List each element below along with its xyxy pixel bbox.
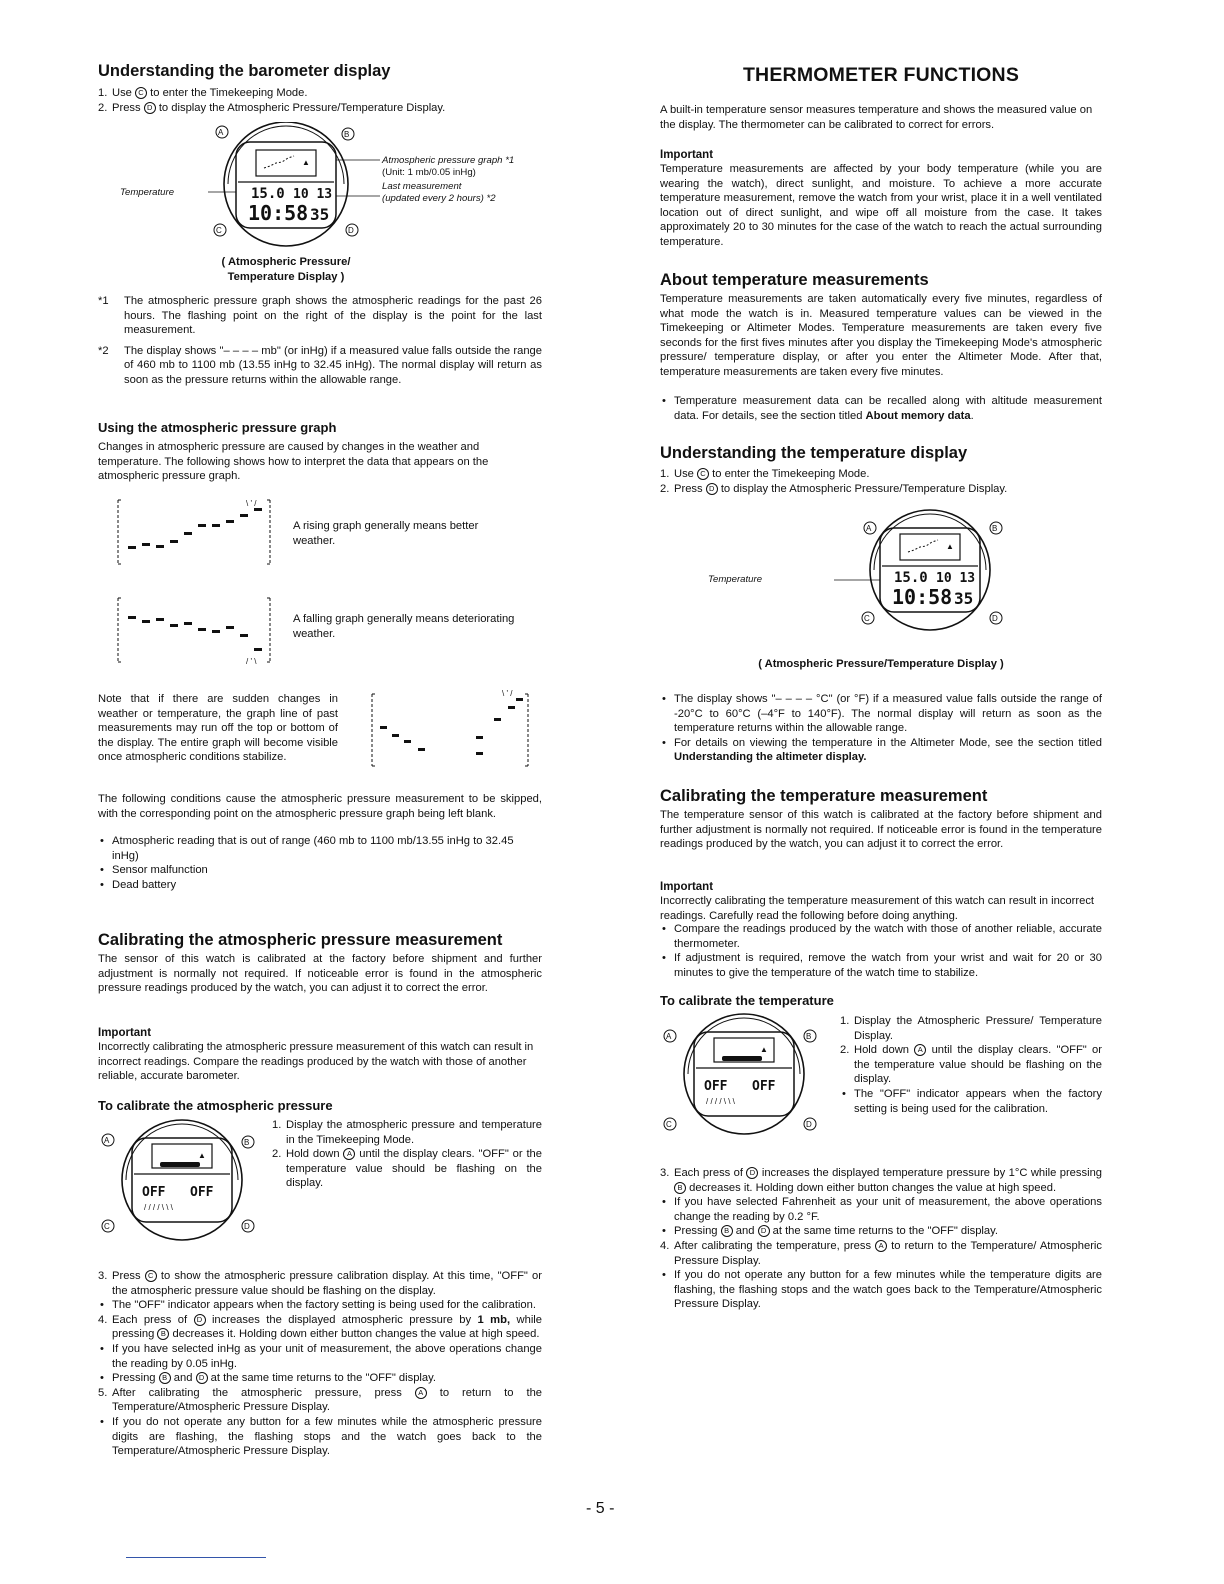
- heading-about-temp: About temperature measurements: [660, 271, 929, 289]
- svg-text:A: A: [218, 128, 224, 137]
- calib-atm-text: The sensor of this watch is calibrated at the factory before shipment and further adjustment is normally not required. If noticeable error is found in the atmospheric pressure readings produced by the watch, you can adjust it to correct the error.: [98, 953, 542, 995]
- calib-temp-steps-3-4: [660, 1166, 1102, 1312]
- sudden-change-text: Note that if there are sudden changes in weather or temperature, the graph line of past measurements may run off the top or bottom of the display. The entire graph will become visible once atmospheric conditions stabilize.: [98, 693, 338, 764]
- svg-text:/ ' \: / ' \: [246, 657, 257, 666]
- heading-to-calib-temp: To calibrate the temperature: [660, 993, 834, 1008]
- skip-bullet-2: • Sensor malfunction: [98, 863, 542, 878]
- svg-text:A: A: [666, 1032, 672, 1041]
- temp-step-2: 2. Press D to display the Atmospheric Pressure/Temperature Display.: [660, 482, 1008, 495]
- calib-atm-step-5: 5. After calibrating the atmospheric pressure, press A to return to the Temperature/Atmospheric Pressure Display.: [98, 1386, 543, 1414]
- temp-step-1: 1. Use C to enter the Timekeeping Mode.: [660, 468, 870, 480]
- calib-atm-step-1: 1. Display the atmospheric pressure and temperature in the Timekeeping Mode.: [272, 1119, 542, 1146]
- important-text-right-2: Incorrectly calibrating the temperature measurement of this watch can result in incorrect readings. Carefully read the following before doing anything.: [660, 895, 1095, 922]
- lcd-temperature: 15.0: [251, 186, 285, 202]
- svg-text:B: B: [806, 1032, 812, 1041]
- label-temperature-right: Temperature: [708, 574, 763, 585]
- bullet-altimeter: • For details on viewing the temperature in the Altimeter Mode, see the section titled Understanding the altimeter display.: [660, 736, 1102, 765]
- important-text-left: Incorrectly calibrating the atmospheric pressure measurement of this watch can result in incorrect readings. Compare the readings produced by the watch with those of another reliable, accurate barometer.: [98, 1041, 534, 1083]
- rising-graph-figure: [114, 496, 274, 568]
- svg-text:OFF: OFF: [752, 1079, 776, 1094]
- bullet-range: • The display shows "– – – – °C" (or °F) if a measured value falls outside the range of -20°C to 60°C (–4°F to 140°F). The normal display will return as soon as the temperature returns within the allowable range.: [660, 692, 1102, 736]
- notes: [98, 294, 542, 388]
- baro-step-2: 2. Press D to display the Atmospheric Pressure/Temperature Display.: [98, 101, 446, 114]
- svg-text:OFF: OFF: [704, 1079, 728, 1094]
- important-label-right-2: Important: [660, 881, 714, 893]
- falling-text: A falling graph generally means deteriorating weather.: [293, 613, 515, 640]
- label-temperature: Temperature: [120, 187, 175, 198]
- falling-graph-figure: [114, 594, 274, 670]
- imp2-bullet-2: • If adjustment is required, remove the watch from your wrist and wait for 20 or 30 minutes to give the temperature of the watch time to stabilize.: [660, 951, 1102, 980]
- svg-text:/ / / / \ \ \: / / / / \ \ \: [144, 1203, 173, 1212]
- svg-text:10:58: 10:58: [892, 585, 953, 609]
- bullet-nobutton-left: • If you do not operate any button for a few minutes while the atmospheric pressure digits are flashing, the flashing stops and the watch goes back to the Temperature/Atmospheric Pressure Display.: [98, 1415, 542, 1459]
- svg-text:C: C: [666, 1120, 672, 1129]
- intro-text: A built-in temperature sensor measures temperature and shows the measured value on the display. The thermometer can be calibrated to correct for errors.: [660, 104, 1093, 131]
- about-bullets: [660, 394, 1102, 423]
- bullet-nobutton-right: • If you do not operate any button for a few minutes while the temperature digits are flashing, the flashing stops and the watch goes back to the Temperature/Atmospheric Pressure Display.: [660, 1268, 1102, 1312]
- skip-bullet-3: • Dead battery: [98, 878, 542, 893]
- svg-text:A: A: [104, 1136, 110, 1145]
- bottom-rule: [126, 1557, 266, 1558]
- heading-calib-temp: Calibrating the temperature measurement: [660, 787, 988, 805]
- svg-text:▲: ▲: [302, 158, 310, 167]
- calib-atm-steps-1-2: [272, 1118, 542, 1191]
- svg-text:35: 35: [954, 589, 974, 608]
- svg-text:D: D: [992, 614, 998, 623]
- lcd-off-2: OFF: [190, 1185, 214, 1200]
- svg-text:B: B: [344, 130, 350, 139]
- caption-diagram-right: ( Atmospheric Pressure/Temperature Display ): [758, 658, 1004, 670]
- important-label-right-1: Important: [660, 149, 714, 161]
- note-1: *1 The atmospheric pressure graph shows the atmospheric readings for the past 26 hours. The flashing point on the right of the display is the point for the last measurement.: [98, 295, 542, 337]
- watch-diagram-temperature: [790, 508, 1090, 632]
- svg-text:C: C: [104, 1222, 110, 1231]
- calib-atm-steps-3-5: [98, 1269, 542, 1459]
- annotations-right: Atmospheric pressure graph *1 (Unit: 1 mb/0.05 inHg) Last measurement (updated every 2 hours) *2: [382, 155, 515, 204]
- heading-calib-atm: Calibrating the atmospheric pressure measurement: [98, 931, 503, 949]
- svg-text:B: B: [992, 524, 998, 533]
- lcd-seconds: 35: [310, 205, 330, 224]
- svg-text:D: D: [244, 1222, 250, 1231]
- page-number: - 5 -: [586, 1500, 615, 1517]
- calib-temp-step-1: Display the Atmospheric Pressure/ Temperature Display.: [854, 1015, 1102, 1042]
- svg-text:▲: ▲: [760, 1045, 768, 1054]
- offscreen-graph-figure: [368, 684, 538, 774]
- svg-text:\ ' /: \ ' /: [246, 499, 257, 508]
- svg-text:D: D: [806, 1120, 812, 1129]
- heading-to-calib-atm: To calibrate the atmospheric pressure: [98, 1098, 333, 1113]
- calib-atm-step-4: 4. Each press of D increases the displayed atmospheric pressure by 1 mb, while pressing B decreases it. Holding down either button changes the value at high speed.: [98, 1313, 543, 1341]
- heading-using-graph: Using the atmospheric pressure graph: [98, 420, 337, 435]
- heading-understanding-temp: Understanding the temperature display: [660, 444, 968, 462]
- button-c-icon: C: [135, 87, 147, 99]
- heading-barometer: Understanding the barometer display: [98, 62, 391, 80]
- skip-text: The following conditions cause the atmospheric pressure measurement to be skipped, with the corresponding point on the atmospheric pressure graph being left blank.: [98, 793, 542, 820]
- svg-text:▲: ▲: [946, 542, 954, 551]
- barometer-steps: [98, 86, 542, 115]
- baro-step-1: 1. Use C to enter the Timekeeping Mode.: [98, 87, 308, 99]
- svg-text:C: C: [216, 226, 222, 235]
- skip-bullets: [98, 834, 542, 892]
- calib-temp-steps-1-2: 1. Display the Atmospheric Pressure/ Temperature Display. 2. Hold down A until the display clears. "OFF" or the temperature value should be flashing on the display. • The "OFF" indicator appears when the factory setting is being used for the calibration.: [840, 1014, 1102, 1116]
- bullet-pressing-right: • Pressing B and D at the same time returns to the "OFF" display.: [660, 1224, 1102, 1239]
- important-label-left: Important: [98, 1027, 152, 1039]
- svg-text:10 13: 10 13: [936, 571, 976, 586]
- display-bullets: [660, 692, 1102, 765]
- bullet-off-right: • The "OFF" indicator appears when the factory setting is being used for the calibration.: [840, 1087, 1102, 1116]
- note-2: *2 The display shows "– – – – mb" (or inHg) if a measured value falls outside the range of 460 mb to 1100 mb (13.55 inHg to 32.45 inHg). The normal display will return as soon as the pressure returns within the allowable range.: [98, 344, 542, 386]
- calib-atm-step-3: 3. Press C to show the atmospheric pressure calibration display. At this time, "OFF" or the atmospheric pressure value should be flashing on the display.: [98, 1270, 542, 1297]
- watch-calibration-temperature: [660, 1012, 820, 1142]
- svg-text:B: B: [244, 1138, 250, 1147]
- lcd-date: 10 13: [293, 187, 333, 202]
- svg-text:A: A: [866, 524, 872, 533]
- bullet-off-left: • The "OFF" indicator appears when the factory setting is being used for the calibration.: [98, 1298, 542, 1313]
- bullet-inhg: • If you have selected inHg as your unit of measurement, the above operations change the reading by 0.05 inHg.: [98, 1342, 542, 1371]
- using-graph-text: Changes in atmospheric pressure are caused by changes in the weather and temperature. The following shows how to interpret the data that appears on the atmospheric pressure graph.: [98, 441, 489, 483]
- svg-text:C: C: [864, 614, 870, 623]
- watch-calibration-pressure: [98, 1118, 258, 1248]
- calib-atm-step-2: 2. Hold down A until the display clears. "OFF" or the temperature value should be flashing on the display.: [272, 1148, 543, 1190]
- important-bullets-right: [660, 922, 1102, 980]
- caption-diagram1: ( Atmospheric Pressure/ Temperature Display ): [221, 256, 351, 283]
- lcd-time: 10:58: [248, 201, 309, 225]
- bullet-fahrenheit: • If you have selected Fahrenheit as your unit of measurement, the above operations change the reading by 0.2 °F.: [660, 1195, 1102, 1224]
- bullet-pressing-left: • Pressing B and D at the same time returns to the "OFF" display.: [98, 1371, 542, 1386]
- important-text-right-1: Temperature measurements are affected by your body temperature (while you are wearing the watch), direct sunlight, and moisture. To achieve a more accurate temperature measurement, remove the watch from your wrist, place it in a well ventilated location out of direct sunlight, and wipe off all moisture from the case. It takes approximately 20 to 30 minutes for the case of the watch to reach the actual surrounding temperature.: [660, 163, 1102, 248]
- calib-temp-step-3: 3. Each press of D increases the displayed temperature pressure by 1°C while pressing B decreases it. Holding down either button changes the value at high speed.: [660, 1167, 1103, 1194]
- rising-text: A rising graph generally means better weather.: [293, 520, 479, 547]
- about-text: Temperature measurements are taken automatically every five minutes, regardless of what mode the watch is in. Measured temperature values can be viewed in the Timekeeping or Altimeter Modes. Temperature measurements are taken every five seconds for the first fives minutes after you display the Timekeeping Mode's atmospheric pressure/ temperature display, or after you enter the Altimeter Mode. After that, temperature measurements are taken every five minutes.: [660, 293, 1102, 378]
- imp2-bullet-1: • Compare the readings produced by the watch with those of another reliable, accurate thermometer.: [660, 922, 1102, 951]
- temp-steps: [660, 467, 1102, 496]
- svg-text:▲: ▲: [198, 1151, 206, 1160]
- calib-temp-text: The temperature sensor of this watch is calibrated at the factory before shipment and further adjustment is normally not required. If noticeable error is found in the temperature readings produced by the watch, you can adjust it to correct the error.: [660, 809, 1102, 851]
- svg-text:\ ' /: \ ' /: [502, 689, 513, 698]
- svg-text:D: D: [348, 226, 354, 235]
- calib-temp-step-4: 4. After calibrating the temperature, press A to return to the Temperature/ Atmospheric Pressure Display.: [660, 1239, 1102, 1267]
- skip-bullet-1: • Atmospheric reading that is out of range (460 mb to 1100 mb/13.55 inHg to 32.45 inHg): [98, 834, 542, 863]
- page-title: THERMOMETER FUNCTIONS: [742, 64, 1020, 86]
- lcd-off-1: OFF: [142, 1185, 166, 1200]
- svg-text:/ / / / \ \ \: / / / / \ \ \: [706, 1097, 735, 1106]
- about-bullet: • Temperature measurement data can be recalled along with altitude measurement data. For details, see the section titled About memory data.: [660, 394, 1102, 423]
- watch-diagram-pressure: [98, 122, 542, 272]
- button-d-icon: D: [144, 102, 156, 114]
- svg-text:15.0: 15.0: [894, 570, 928, 586]
- button-a-icon: A: [343, 1148, 355, 1160]
